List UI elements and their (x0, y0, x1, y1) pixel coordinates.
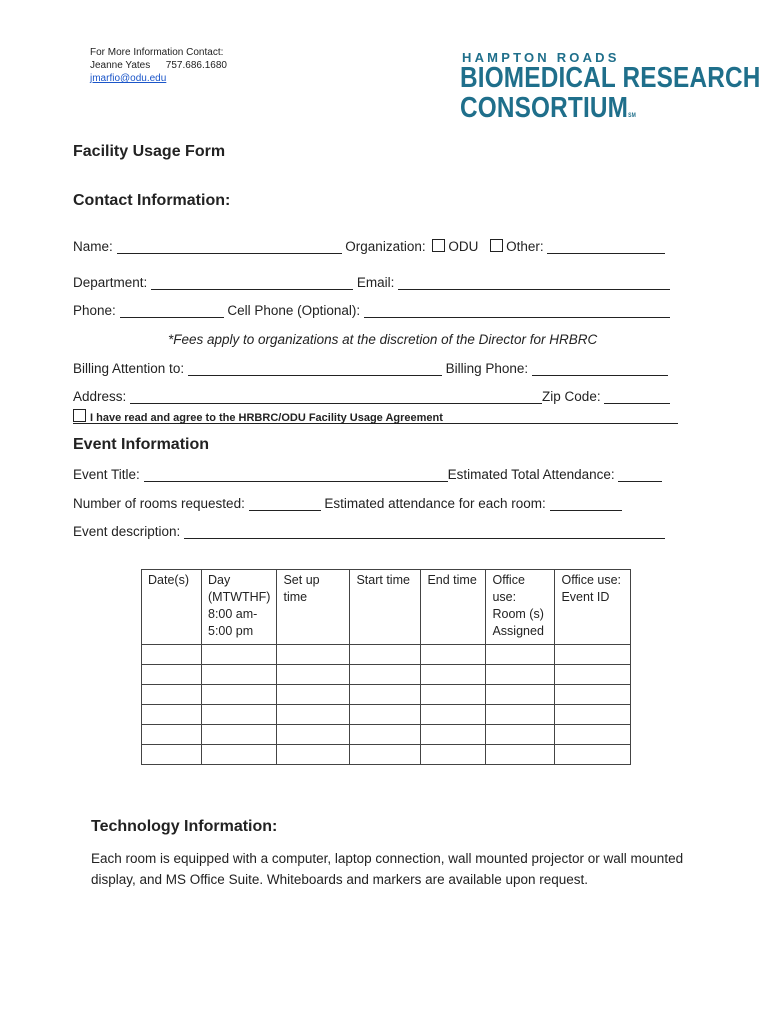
table-cell[interactable] (421, 645, 486, 665)
organization-label: Organization: (345, 239, 426, 254)
table-cell[interactable] (202, 705, 277, 725)
table-cell[interactable] (421, 685, 486, 705)
table-cell[interactable] (555, 685, 631, 705)
table-row (142, 725, 631, 745)
table-cell[interactable] (142, 645, 202, 665)
logo-hampton-roads: HAMPTON ROADS (462, 50, 620, 65)
logo-biomedical-research: BIOMEDICAL RESEARCH (460, 62, 761, 94)
cell-phone-field[interactable] (364, 303, 670, 318)
table-cell[interactable] (277, 665, 350, 685)
address-row (73, 389, 670, 404)
description-row (73, 524, 665, 539)
estimated-total-label: Estimated Total Attendance: (447, 467, 615, 482)
table-cell[interactable] (486, 705, 555, 725)
billing-row (73, 361, 668, 376)
table-row (142, 685, 631, 705)
table-cell[interactable] (350, 665, 421, 685)
table-cell[interactable] (277, 685, 350, 705)
other-org-field[interactable] (547, 239, 665, 254)
table-cell[interactable] (202, 645, 277, 665)
table-cell[interactable] (277, 645, 350, 665)
event-description-label: Event description: (73, 524, 181, 539)
header-event-id: Office use: Event ID (555, 570, 631, 645)
table-row (142, 645, 631, 665)
billing-phone-field[interactable] (532, 361, 668, 376)
address-label: Address: (73, 389, 127, 404)
tech-section-title: Technology Information: (91, 818, 278, 835)
odu-option-label: ODU (448, 239, 479, 254)
department-email-row (73, 275, 670, 290)
table-cell[interactable] (350, 745, 421, 765)
event-title-row (73, 467, 662, 482)
name-field[interactable] (117, 239, 342, 254)
event-schedule-table (141, 569, 631, 765)
other-option-label: Other: (506, 239, 544, 254)
table-cell[interactable] (142, 665, 202, 685)
email-label: Email: (356, 275, 395, 290)
table-cell[interactable] (350, 645, 421, 665)
table-cell[interactable] (142, 705, 202, 725)
table-cell[interactable] (421, 665, 486, 685)
contact-email-link[interactable]: jmarfio@odu.edu (90, 73, 167, 84)
header-setup-time: Set up time (277, 570, 350, 645)
event-section-title: Event Information (73, 436, 210, 453)
agreement-checkbox[interactable] (73, 409, 86, 422)
table-cell[interactable] (142, 725, 202, 745)
table-row (142, 665, 631, 685)
table-cell[interactable] (421, 745, 486, 765)
estimated-each-label: Estimated attendance for each room: (324, 496, 546, 511)
table-cell[interactable] (486, 685, 555, 705)
rooms-requested-label: Number of rooms requested: (73, 496, 245, 511)
contact-phone: 757.686.1680 (165, 60, 227, 71)
rooms-requested-field[interactable] (249, 496, 321, 511)
header-day: Day (MTWTHF) 8:00 am-5:00 pm (202, 570, 277, 645)
table-cell[interactable] (486, 745, 555, 765)
table-cell[interactable] (202, 685, 277, 705)
header-dates: Date(s) (142, 570, 202, 645)
table-cell[interactable] (350, 685, 421, 705)
phone-field[interactable] (120, 303, 224, 318)
table-cell[interactable] (486, 665, 555, 685)
other-checkbox[interactable] (490, 239, 503, 252)
table-row (142, 705, 631, 725)
header-start-time: Start time (350, 570, 421, 645)
zip-code-label: Zip Code: (542, 389, 601, 404)
table-cell[interactable] (486, 725, 555, 745)
tech-section-body: Each room is equipped with a computer, laptop connection, wall mounted projector or wall mounted display, and MS Office Suite. Whiteboards and markers are available upon request. (91, 851, 684, 887)
department-field[interactable] (151, 275, 353, 290)
table-cell[interactable] (555, 725, 631, 745)
table-cell[interactable] (555, 645, 631, 665)
cell-phone-label: Cell Phone (Optional): (227, 303, 361, 318)
address-field[interactable] (130, 389, 542, 404)
event-title-field[interactable] (144, 467, 448, 482)
contact-section-title: Contact Information: (73, 192, 231, 209)
table-cell[interactable] (277, 725, 350, 745)
event-title-label: Event Title: (73, 467, 140, 482)
billing-phone-label: Billing Phone: (445, 361, 529, 376)
table-cell[interactable] (555, 665, 631, 685)
table-cell[interactable] (202, 665, 277, 685)
table-cell[interactable] (421, 705, 486, 725)
email-field[interactable] (398, 275, 670, 290)
name-org-row (73, 239, 665, 254)
fees-note: *Fees apply to organizations at the discretion of the Director for HRBRC (168, 332, 598, 347)
zip-code-field[interactable] (604, 389, 670, 404)
name-label: Name: (73, 239, 113, 254)
service-mark: SM (628, 113, 637, 119)
contact-heading: For More Information Contact: (90, 47, 224, 58)
form-title: Facility Usage Form (73, 143, 226, 160)
table-row (142, 745, 631, 765)
agreement-row (73, 408, 678, 424)
estimated-each-field[interactable] (550, 496, 622, 511)
rooms-row (73, 496, 622, 511)
logo-consortium: CONSORTIUMSM (460, 92, 637, 124)
table-cell[interactable] (142, 685, 202, 705)
contact-name: Jeanne Yates (90, 60, 151, 71)
table-header-row (142, 570, 631, 645)
estimated-total-field[interactable] (618, 467, 662, 482)
table-cell[interactable] (350, 725, 421, 745)
table-cell[interactable] (486, 645, 555, 665)
table-cell[interactable] (555, 745, 631, 765)
billing-attention-label: Billing Attention to: (73, 361, 185, 376)
billing-attention-field[interactable] (188, 361, 442, 376)
agreement-text: I have read and agree to the HRBRC/ODU Facility Usage Agreement (90, 412, 443, 424)
table-cell[interactable] (277, 745, 350, 765)
table-cell[interactable] (421, 725, 486, 745)
table-cell[interactable] (555, 705, 631, 725)
department-label: Department: (73, 275, 148, 290)
table-cell[interactable] (202, 745, 277, 765)
odu-checkbox[interactable] (432, 239, 445, 252)
phone-row (73, 303, 670, 318)
header-room-assigned: Office use: Room (s) Assigned (486, 570, 555, 645)
table-cell[interactable] (142, 745, 202, 765)
table-cell[interactable] (202, 725, 277, 745)
table-cell[interactable] (350, 705, 421, 725)
contact-block (90, 46, 227, 85)
table-cell[interactable] (277, 705, 350, 725)
contact-person (90, 59, 227, 72)
event-description-field[interactable] (184, 524, 665, 539)
header-end-time: End time (421, 570, 486, 645)
phone-label: Phone: (73, 303, 116, 318)
